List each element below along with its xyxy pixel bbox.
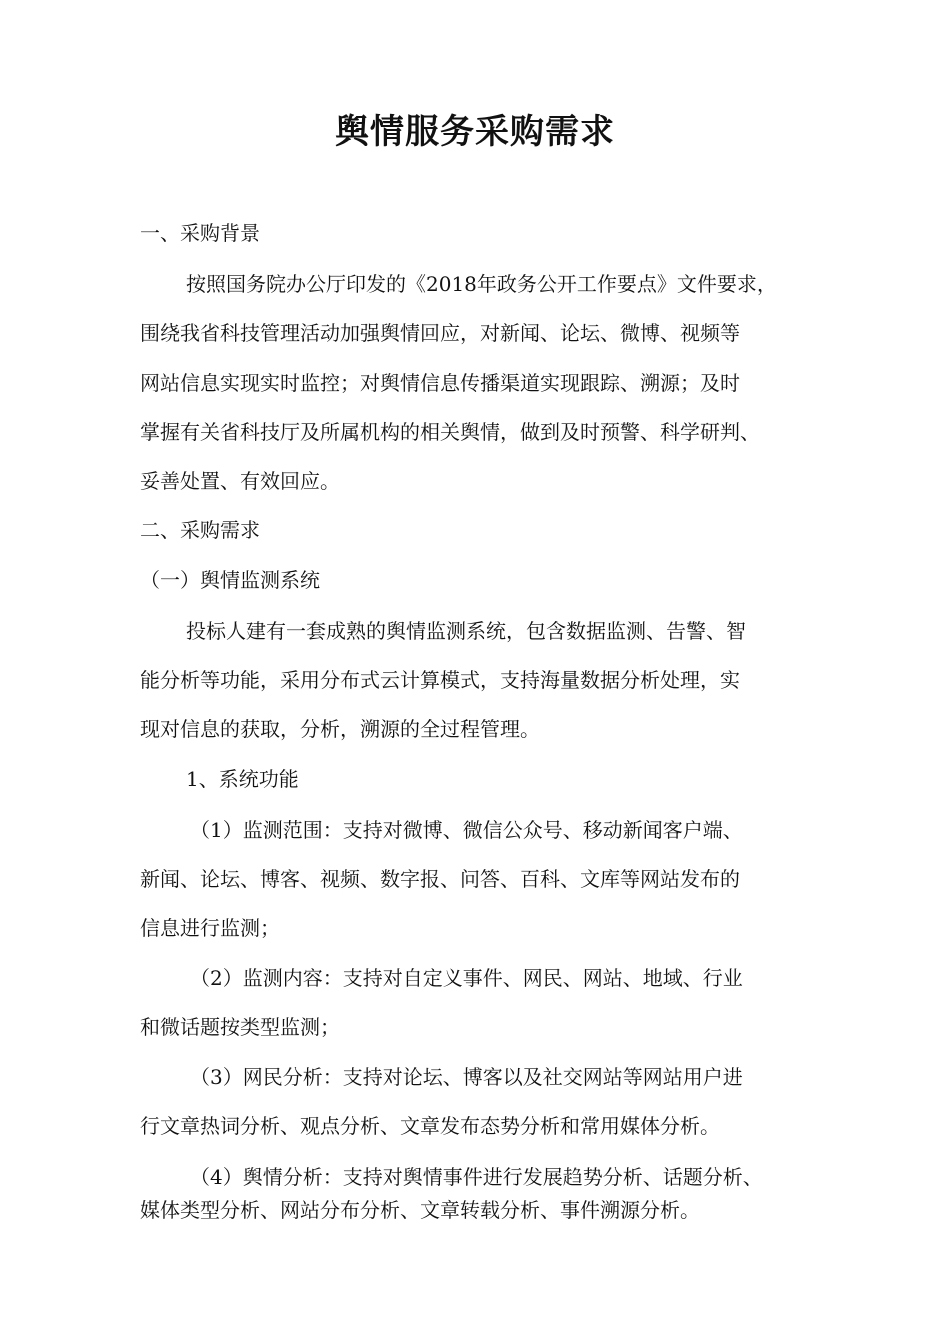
- list-item-line: 和微话题按类型监测；: [140, 1015, 340, 1039]
- list-item-line: 行文章热词分析、观点分析、文章发布态势分析和常用媒体分析。: [140, 1114, 720, 1138]
- paragraph-line: 投标人建有一套成熟的舆情监测系统，包含数据监测、告警、智: [186, 619, 746, 643]
- list-item-line: （3）网民分析：支持对论坛、博客以及社交网站等网站用户进: [190, 1065, 743, 1089]
- paragraph-line: 妥善处置、有效回应。: [140, 469, 340, 493]
- list-item-line: 信息进行监测；: [140, 916, 280, 940]
- paragraph-line: 掌握有关省科技厅及所属机构的相关舆情，做到及时预警、科学研判、: [140, 420, 760, 444]
- list-item-line: （2）监测内容：支持对自定义事件、网民、网站、地域、行业: [190, 966, 743, 990]
- paragraph-line: 现对信息的获取，分析，溯源的全过程管理。: [140, 717, 540, 741]
- subsection-heading-monitoring-system: （一）舆情监测系统: [140, 568, 320, 592]
- item-heading-system-functions: 1、系统功能: [186, 767, 299, 791]
- paragraph-line: 按照国务院办公厅印发的《2018年政务公开工作要点》文件要求，: [186, 272, 777, 296]
- paragraph-line: 能分析等功能，采用分布式云计算模式，支持海量数据分析处理，实: [140, 668, 740, 692]
- section-heading-requirements: 二、采购需求: [140, 518, 260, 542]
- paragraph-line: 围绕我省科技管理活动加强舆情回应，对新闻、论坛、微博、视频等: [140, 321, 740, 345]
- list-item-line: （1）监测范围：支持对微博、微信公众号、移动新闻客户端、: [190, 818, 743, 842]
- paragraph-line: 网站信息实现实时监控；对舆情信息传播渠道实现跟踪、溯源；及时: [140, 371, 740, 395]
- list-item-line: 新闻、论坛、博客、视频、数字报、问答、百科、文库等网站发布的: [140, 867, 740, 891]
- section-heading-background: 一、采购背景: [140, 221, 260, 245]
- list-item-line: 媒体类型分析、网站分布分析、文章转载分析、事件溯源分析。: [140, 1198, 700, 1222]
- document-title: 舆情服务采购需求: [335, 112, 615, 152]
- list-item-line: （4）舆情分析：支持对舆情事件进行发展趋势分析、话题分析、: [190, 1165, 763, 1189]
